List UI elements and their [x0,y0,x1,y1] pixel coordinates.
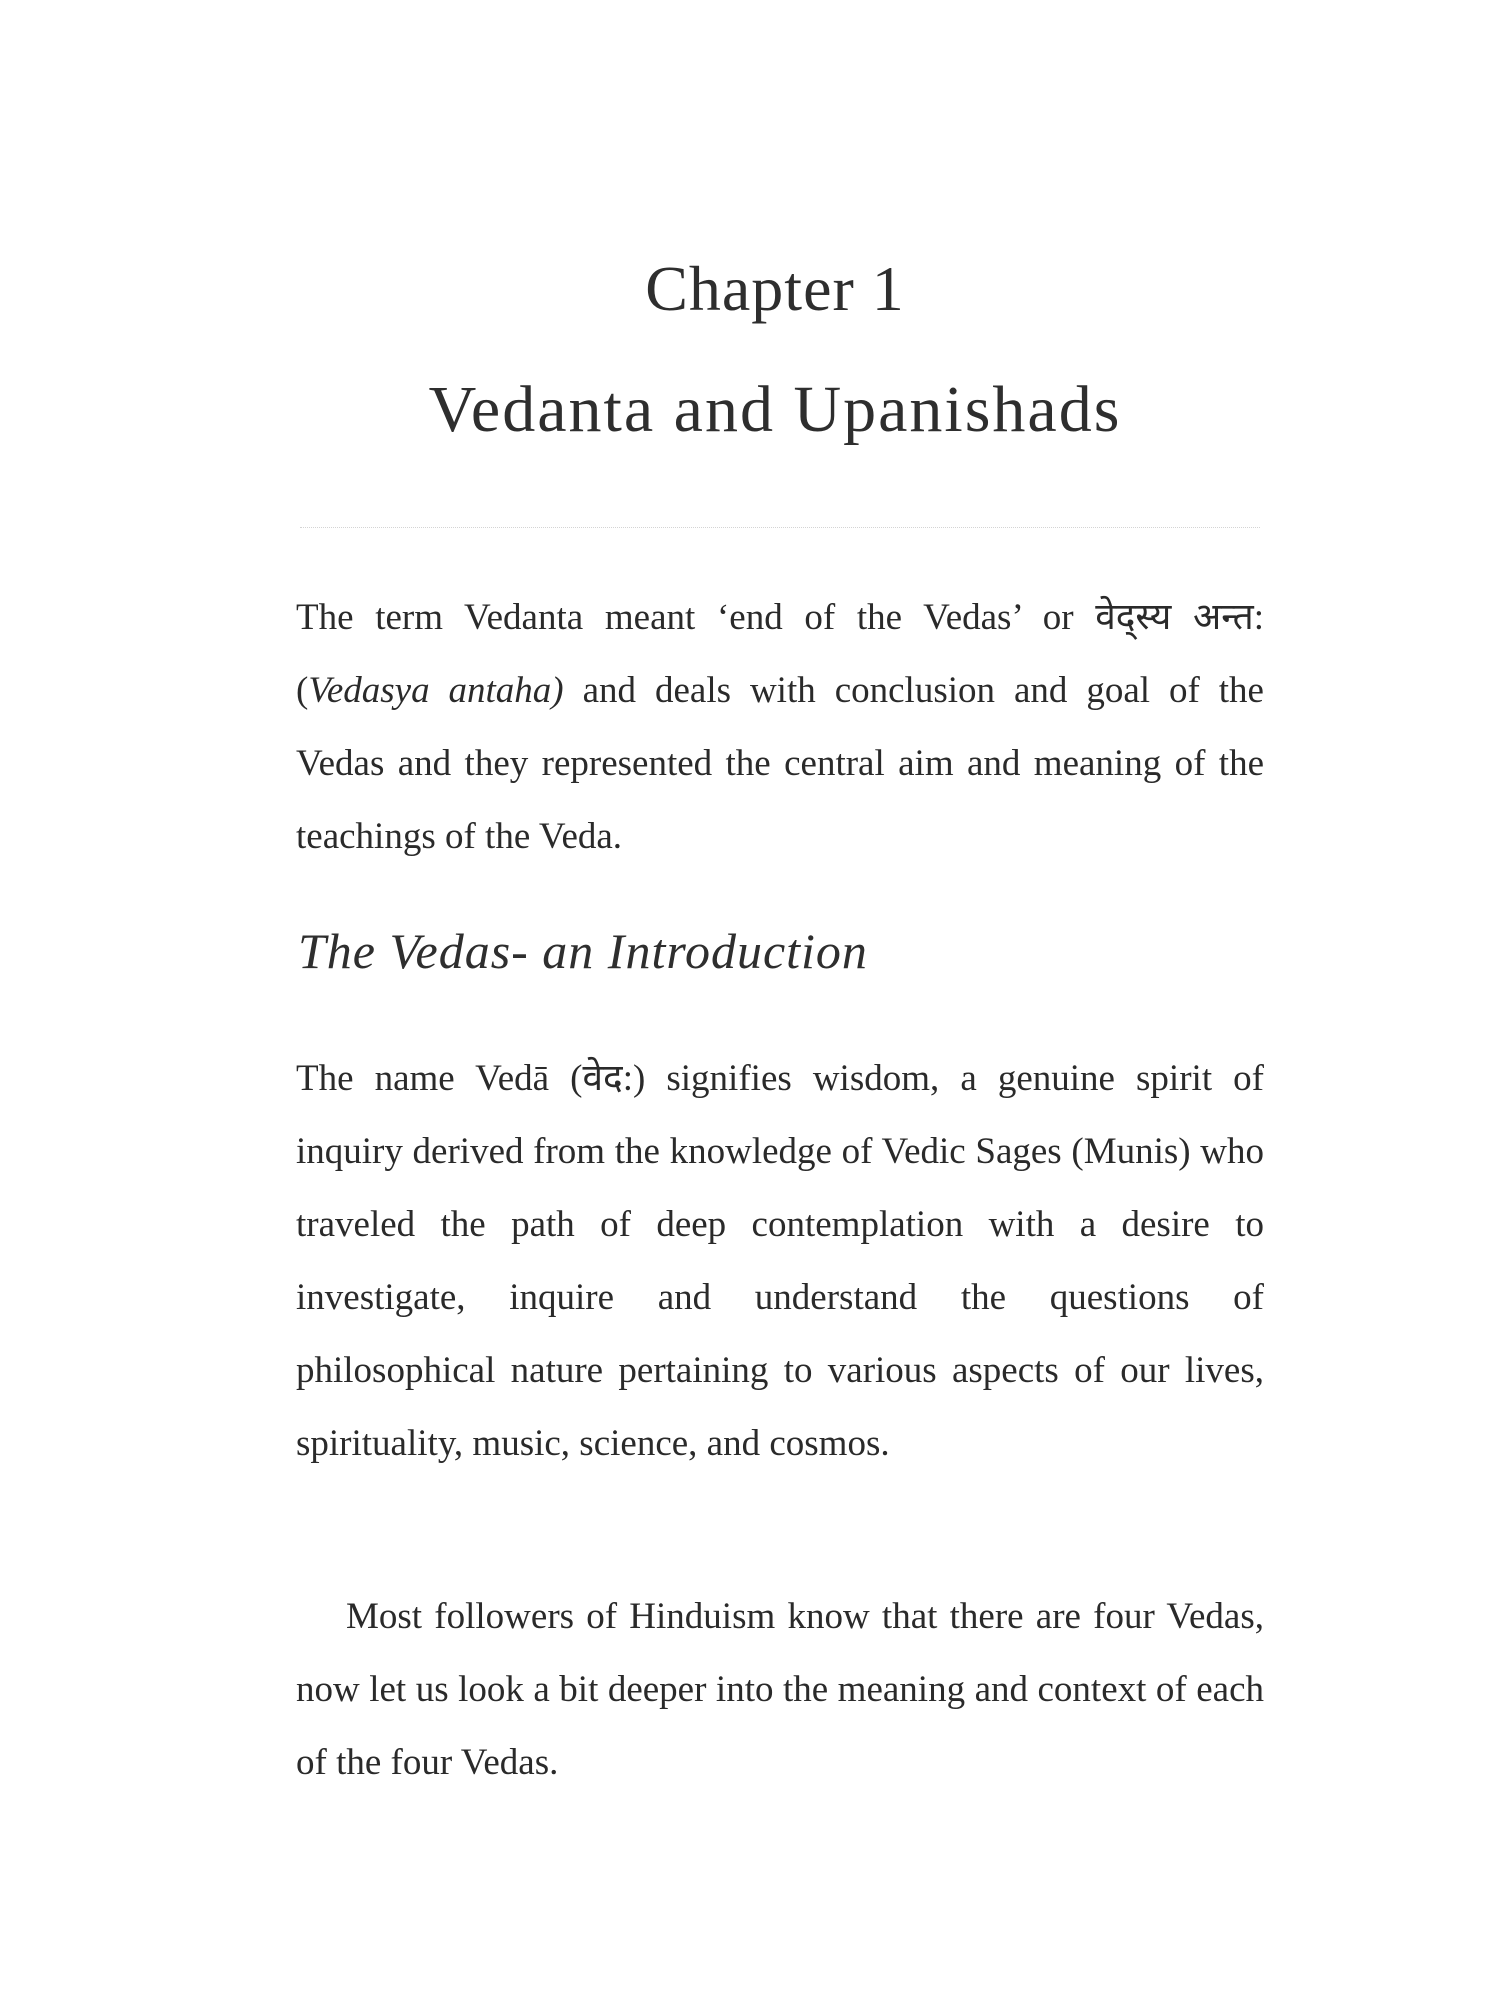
title-divider [300,527,1260,528]
four-vedas-paragraph: Most followers of Hinduism know that there are four Vedas, now let us look a bit deeper into the meaning and context of each of the four Vedas. [296,1596,1264,1783]
section-heading: The Vedas- an Introduction [298,923,868,979]
intro-paragraph-block [296,581,1264,873]
intro-paragraph [296,581,1264,873]
chapter-title: Vedanta and Upanishads [428,373,1122,446]
intro-paragraph-rest: and deals with conclusion and goal of the Vedas and they represented the central aim and meaning of the teachings of the Veda. [296,670,1264,857]
veda-definition-paragraph: The name Vedā (वेद:) signifies wisdom, a genuine spirit of inquiry derived from the knowledge of Vedic Sages (Munis) who traveled the path of deep contemplation with a desire to investigate, inquire and understand the questions of philosophical nature pertaining to various aspects of our lives, spirituality, music, science, and cosmos. [296,1058,1264,1464]
veda-paragraph-block [296,1042,1264,1480]
intro-paragraph-transliteration: Vedasya antaha) [308,670,564,711]
four-vedas-paragraph-block [296,1580,1264,1799]
chapter-number: Chapter 1 [645,253,905,324]
intro-paragraph-lead: The term Vedanta meant ‘end of the Vedas’ or वेद्स्य अन्त: ( [296,597,1264,711]
